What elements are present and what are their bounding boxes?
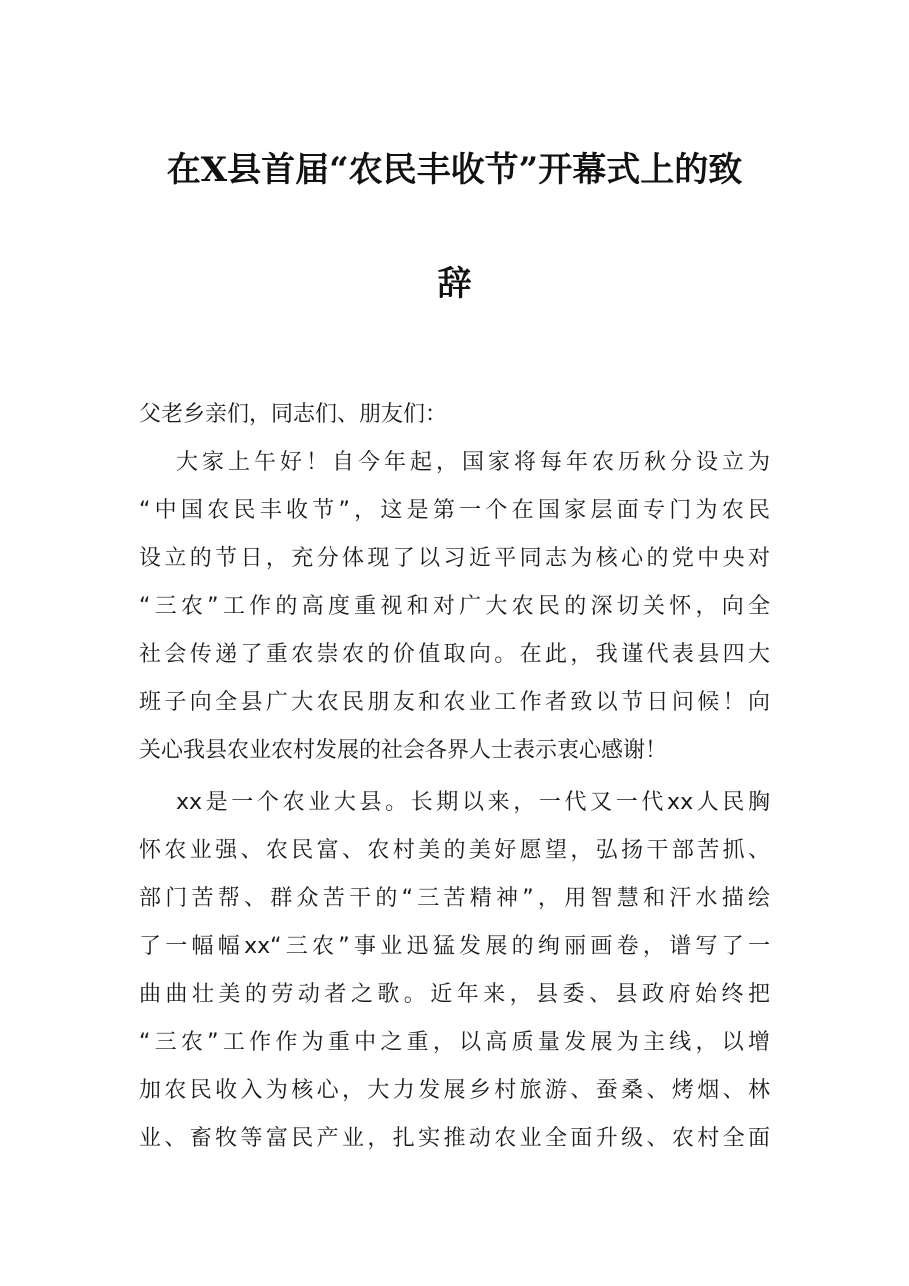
body-line: 部门苦帮、群众苦干的“三苦精神”，用智慧和汗水描绘 — [139, 886, 770, 911]
salutation: 父老乡亲们，同志们、朋友们： — [139, 402, 448, 427]
body-line: “三农”工作作为重中之重，以高质量发展为主线，以增 — [139, 1030, 770, 1055]
body-line: 加农民收入为核心，大力发展乡村旅游、蚕桑、烤烟、林 — [139, 1078, 770, 1103]
body-line: 大家上午好！自今年起，国家将每年农历秋分设立为 — [176, 450, 770, 475]
body-line: 怀农业强、农民富、农村美的美好愿望，弘扬干部苦抓、 — [139, 838, 770, 863]
body-line: “三农”工作的高度重视和对广大农民的深切关怀，向全 — [139, 594, 770, 619]
body-line: 业、畜牧等富民产业，扎实推动农业全面升级、农村全面 — [139, 1126, 770, 1151]
body-line: 班子向全县广大农民朋友和农业工作者致以节日问候！向 — [139, 690, 770, 715]
body-line: 曲曲壮美的劳动者之歌。近年来，县委、县政府始终把 — [139, 982, 770, 1007]
body-line: 设立的节日，充分体现了以习近平同志为核心的党中央对 — [139, 546, 770, 571]
document-title-line-2: 辞 — [437, 264, 472, 304]
body-line: xx是一个农业大县。长期以来，一代又一代xx人民胸 — [176, 790, 770, 815]
document-title-line-1: 在X县首届“农民丰收节”开幕式上的致 — [166, 150, 743, 190]
body-line: “中国农民丰收节”，这是第一个在国家层面专门为农民 — [139, 498, 770, 523]
body-line: 关心我县农业农村发展的社会各界人士表示衷心感谢！ — [139, 738, 668, 763]
body-line: 社会传递了重农崇农的价值取向。在此，我谨代表县四大 — [139, 642, 770, 667]
body-line: 了一幅幅xx“三农”事业迅猛发展的绚丽画卷，谱写了一 — [139, 934, 770, 959]
